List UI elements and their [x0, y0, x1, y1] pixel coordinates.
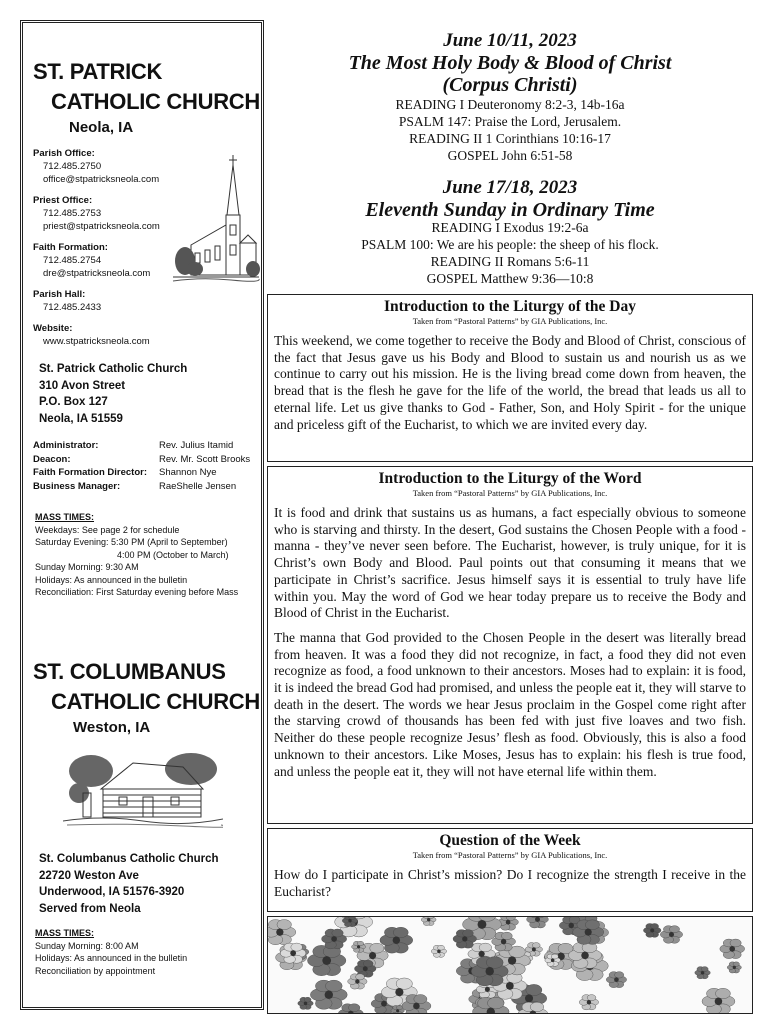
mass-times-line: Saturday Evening: 5:30 PM (April to September)	[35, 537, 228, 547]
stcolumbanus-address-line: 22720 Weston Ave	[39, 869, 139, 882]
faith-formation-phone: 712.485.2754	[43, 255, 102, 266]
intro-word-title: Introduction to the Liturgy of the Word	[378, 470, 642, 487]
faith-formation-email[interactable]: dre@stpatricksneola.com	[43, 268, 151, 279]
intro-day-box	[267, 294, 753, 462]
flower-decoration	[348, 974, 367, 989]
flower-decoration	[492, 932, 516, 951]
flower-decoration	[643, 923, 661, 937]
stpatrick-address-line: St. Patrick Catholic Church	[39, 363, 188, 375]
reading-line: GOSPEL Matthew 9:36—10:8	[426, 271, 594, 286]
flower-decoration	[402, 994, 431, 1014]
stpatrick-location: Neola, IA	[69, 119, 134, 136]
parish-office-phone: 712.485.2750	[43, 161, 102, 172]
flower-decoration	[727, 962, 741, 973]
reading-date: June 10/11, 2023	[443, 30, 577, 51]
reading-line: READING I Deuteronomy 8:2-3, 14b-16a	[395, 97, 625, 112]
question-title: Question of the Week	[439, 832, 581, 849]
mass-times-heading: MASS TIMES:	[35, 512, 95, 522]
flower-decoration	[573, 920, 604, 945]
reading-line: PSALM 147: Praise the Lord, Jerusalem.	[398, 114, 622, 129]
faith-formation-heading: Faith Formation:	[33, 242, 108, 253]
staff-name: Shannon Nye	[159, 467, 217, 478]
stcolumbanus-mass-times	[35, 927, 187, 977]
flower-decoration	[569, 942, 602, 968]
reading-date: June 17/18, 2023	[442, 177, 578, 198]
staff-row	[33, 466, 263, 480]
mass-times-line: Weekdays: See page 2 for schedule	[35, 524, 180, 535]
flower-decoration	[545, 954, 561, 966]
flower-decoration	[322, 929, 347, 949]
flower-decoration	[342, 917, 357, 927]
stcolumbanus-name-line2: CATHOLIC CHURCH	[51, 689, 260, 714]
staff-role: Administrator:	[33, 440, 99, 451]
stpatrick-mass-times	[35, 511, 238, 599]
flower-decoration	[695, 967, 710, 979]
flower-decoration	[298, 997, 313, 1009]
stcolumbanus-address-line: Underwood, IA 51576-3920	[39, 886, 185, 898]
flower-decoration	[471, 957, 508, 986]
staff-role: Business Manager:	[33, 480, 121, 492]
staff-list	[33, 439, 263, 493]
mass-times-line: Holidays: As announced in the bulletin	[35, 953, 188, 963]
floral-banner	[267, 916, 753, 1014]
intro-word-source: Taken from “Pastoral Patterns” by GIA Publications, Inc.	[412, 488, 608, 498]
flower-decoration	[338, 1004, 363, 1014]
priest-office-heading: Priest Office:	[33, 195, 93, 206]
intro-word-box	[267, 466, 753, 824]
stpatrick-name-line2: CATHOLIC CHURCH	[51, 89, 260, 114]
website-url[interactable]: www.stpatricksneola.com	[43, 336, 150, 347]
question-text: How do I participate in Christ’s mission? Do I recognize the strength I receive in the Eucharist?	[274, 867, 746, 899]
intro-day-source: Taken from “Pastoral Patterns” by GIA Publications, Inc.	[412, 316, 608, 326]
intro-word-paragraph: The manna that God provided to the Chosen People in the desert was literally bread from heaven. It was a food they did not recognize, in fact, a food they did not even recognize as food, a food unknown to their ancestors. Moses had to explain: it is food, it is indeed the bread God had promised, and unless the people eat it, they will starve to death in the desert. The words we hear Jesus proclaim in the Gospel come right after the starving crowd of thousands has been fed with just five loaves and two fish. Neither do these people recognize Jesus’ flesh as food. Obviously, this is also a food unknown to their ancestors. Like Moses, Jesus has to explain: his flesh is true food, and unless the people eat it, they will not have eternal life within them.	[274, 629, 747, 779]
stcolumbanus-name-line1: ST. COLUMBANUS	[33, 659, 226, 684]
staff-row	[33, 439, 263, 453]
flower-decoration	[307, 945, 345, 975]
flower-decoration	[268, 920, 296, 945]
flower-decoration	[280, 943, 306, 963]
staff-row	[33, 480, 263, 494]
stpatrick-address-line: Neola, IA 51559	[39, 412, 123, 425]
flower-decoration	[720, 939, 745, 959]
flower-decoration	[527, 917, 549, 928]
stpatrick-address-line: 310 Avon Street	[39, 379, 126, 392]
staff-name: RaeShelle Jensen	[159, 480, 237, 492]
parish-hall-phone: 712.485.2433	[43, 302, 102, 313]
mass-times-line: Reconciliation by appointment	[35, 965, 156, 976]
stcolumbanus-address-line: Served from Neola	[39, 902, 141, 915]
stcolumbanus-location: Weston, IA	[73, 719, 151, 736]
priest-office-block	[33, 194, 160, 233]
stpatrick-address	[39, 361, 187, 427]
stcolumbanus-address	[39, 851, 219, 917]
log-church-drawing	[63, 749, 223, 829]
faith-formation-block	[33, 241, 150, 280]
mass-times-heading: MASS TIMES:	[35, 928, 95, 938]
reading-line: READING II Romans 5:6-11	[430, 254, 590, 269]
staff-row	[33, 453, 263, 467]
reading-title: Eleventh Sunday in Ordinary Time	[365, 199, 655, 221]
website-heading: Website:	[33, 323, 73, 334]
staff-role: Faith Formation Director:	[33, 467, 148, 478]
question-source: Taken from “Pastoral Patterns” by GIA Publications, Inc.	[412, 850, 608, 860]
mass-times-line: Sunday Morning: 9:30 AM	[35, 562, 139, 572]
parish-office-email[interactable]: office@stpatricksneola.com	[43, 174, 160, 185]
flower-decoration	[421, 917, 436, 926]
intro-day-paragraph: This weekend, we come together to receive the Body and Blood of Christ, conscious of the fact that Jesus gave us his Body and Blood to sustain us and nourish us as we continue to carry out his mission. He is the living bread come down from heaven, the bread that is the flesh he gave for the life of the world, the bread that leads us all to eternal life. Let us give thanks to God - Father, Son, and Holy Spirit - for the unique and priceless gift of the Eucharist, to which we are invited every day.	[274, 333, 746, 432]
reading-title: The Most Holy Body & Blood of Christ	[348, 52, 672, 74]
parish-office-heading: Parish Office:	[33, 148, 95, 159]
flower-decoration	[310, 980, 347, 1009]
staff-name: Rev. Mr. Scott Brooks	[159, 453, 251, 465]
flower-decoration	[606, 972, 626, 988]
flower-decoration	[453, 930, 476, 949]
reading-line: PSALM 100: We are his people: the sheep of his flock.	[361, 237, 659, 252]
flower-decoration	[660, 926, 682, 944]
parish-office-block	[33, 147, 159, 186]
staff-role: Deacon:	[33, 453, 71, 465]
parish-hall-block	[33, 288, 101, 314]
mass-times-line: 4:00 PM (October to March)	[117, 549, 229, 560]
mass-times-line: Sunday Morning: 8:00 AM	[35, 940, 139, 951]
intro-day-title: Introduction to the Liturgy of the Day	[383, 298, 637, 315]
flower-decoration	[431, 945, 446, 957]
stpatrick-address-line: P.O. Box 127	[39, 396, 108, 408]
mass-times-line: Holidays: As announced in the bulletin	[35, 574, 188, 585]
reading-subtitle: (Corpus Christi)	[442, 74, 578, 96]
sidebar-panel	[20, 20, 264, 1010]
stpatrick-name-line1: ST. PATRICK	[33, 59, 163, 84]
flower-decoration	[380, 927, 413, 953]
flower-decoration	[579, 995, 598, 1010]
priest-office-email[interactable]: priest@stpatricksneola.com	[43, 221, 160, 232]
flower-decoration	[702, 988, 735, 1014]
staff-name: Rev. Julius Itamid	[159, 440, 234, 451]
stcolumbanus-address-line: St. Columbanus Catholic Church	[39, 853, 219, 865]
reading-line: READING II 1 Corinthians 10:16-17	[409, 131, 611, 146]
mass-times-line: Reconciliation: First Saturday evening before Mass	[35, 587, 239, 597]
flower-decoration	[352, 941, 366, 952]
church-steeple-drawing	[171, 153, 261, 283]
priest-office-phone: 712.485.2753	[43, 208, 102, 219]
website-block	[33, 322, 150, 348]
parish-hall-heading: Parish Hall:	[33, 289, 86, 300]
question-box	[267, 828, 753, 912]
reading-line: READING I Exodus 19:2-6a	[431, 220, 589, 235]
floral-banner-art	[268, 917, 753, 1014]
reading-line: GOSPEL John 6:51-58	[447, 148, 573, 163]
intro-word-paragraph: It is food and drink that sustains us as humans, a fact especially obvious to someone who is starving and thirsty. In the desert, God sustains the Chosen People with a food - manna - they’ve never seen before. The Eucharist, however, is truly unique, for it is Christ’s own Body and Blood. Paul points out that consuming it means that we participate in Christ’s sacrifice. Jesus himself says it is essential to truly have life within you. May the word of God we hear today prepare us to receive the Body and Blood of Christ in the Eucharist.	[274, 505, 746, 621]
